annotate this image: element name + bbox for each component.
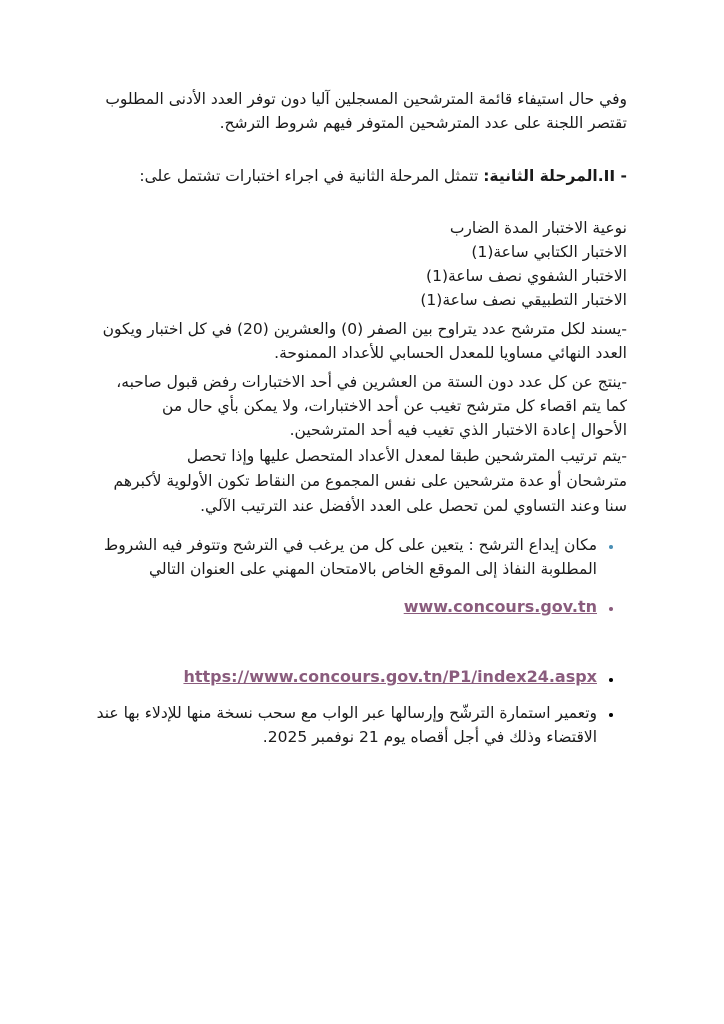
bullet-item-1-line-2: المطلوبة النفاذ إلى الموقع الخاص بالامتحان المهني على العنوان التالي	[148, 560, 597, 578]
rule-line-4: كما يتم اقصاء كل مترشح تغيب عن أحد الاختبارات، ولا يمكن بأي حال من	[162, 397, 627, 415]
bullet-dot-2	[609, 607, 613, 611]
phase2-paragraph	[139, 164, 627, 188]
rule-line-8: سنا وعند التساوي لمن تحصل على العدد الأفضل عند الترتيب الآلي.	[200, 497, 627, 515]
concours-registration-link[interactable]: https://www.concours.gov.tn/P1/index24.aspx	[183, 667, 597, 686]
tests-header: نوعية الاختبار المدة الضارب	[449, 219, 627, 237]
test-practical: الاختبار التطبيقي نصف ساعة(1)	[420, 291, 627, 309]
bullet-item-1-line-1: مكان إيداع الترشح : يتعين على كل من يرغب في الترشح وتتوفر فيه الشروط	[103, 536, 597, 554]
rule-line-7: مترشحان أو عدة مترشحين على نفس المجموع من النقاط تكون الأولوية لأكبرهم	[113, 472, 627, 490]
test-oral: الاختبار الشفوي نصف ساعة(1)	[426, 267, 627, 285]
bullet-dot-4	[609, 713, 613, 717]
rule-line-5: الأحوال إعادة الاختبار الذي تغيب فيه أحد المترشحين.	[289, 421, 627, 439]
intro-line-1: وفي حال استيفاء قائمة المترشحين المسجلين آليا دون توفر العدد الأدنى المطلوب	[105, 90, 627, 108]
intro-line-2: تقتصر اللجنة على عدد المترشحين المتوفر فيهم شروط الترشح.	[219, 114, 627, 132]
rule-line-3: -ينتج عن كل عدد دون الستة من العشرين في أحد الاختبارات رفض قبول صاحبه،	[116, 373, 627, 391]
bullet-item-4-line-2: الاقتضاء وذلك في أجل أقصاه يوم 21 نوفمبر 2025.	[262, 728, 597, 746]
phase2-text: تتمثل المرحلة الثانية في اجراء اختبارات تشتمل على:	[139, 167, 484, 185]
rule-line-1: -يسند لكل مترشح عدد يتراوح بين الصفر (0) والعشرين (20) في كل اختبار ويكون	[102, 320, 627, 338]
bullet-dot-1	[609, 545, 613, 549]
bullet-dot-3	[609, 678, 613, 682]
test-written: الاختبار الكتابي ساعة(1)	[471, 243, 627, 261]
rule-line-6: -يتم ترتيب المترشحين طبقا لمعدل الأعداد المتحصل عليها وإذا تحصل	[186, 447, 627, 465]
rule-line-2: العدد النهائي مساويا للمعدل الحسابي للأعداد الممنوحة.	[274, 344, 627, 362]
concours-home-link[interactable]: www.concours.gov.tn	[403, 597, 597, 616]
bullet-item-4-line-1: وتعمير استمارة الترشّح وإرسالها عبر الواب مع سحب نسخة منها للإدلاء بها عند	[96, 704, 597, 722]
phase2-heading: - II.المرحلة الثانية:	[483, 167, 627, 185]
